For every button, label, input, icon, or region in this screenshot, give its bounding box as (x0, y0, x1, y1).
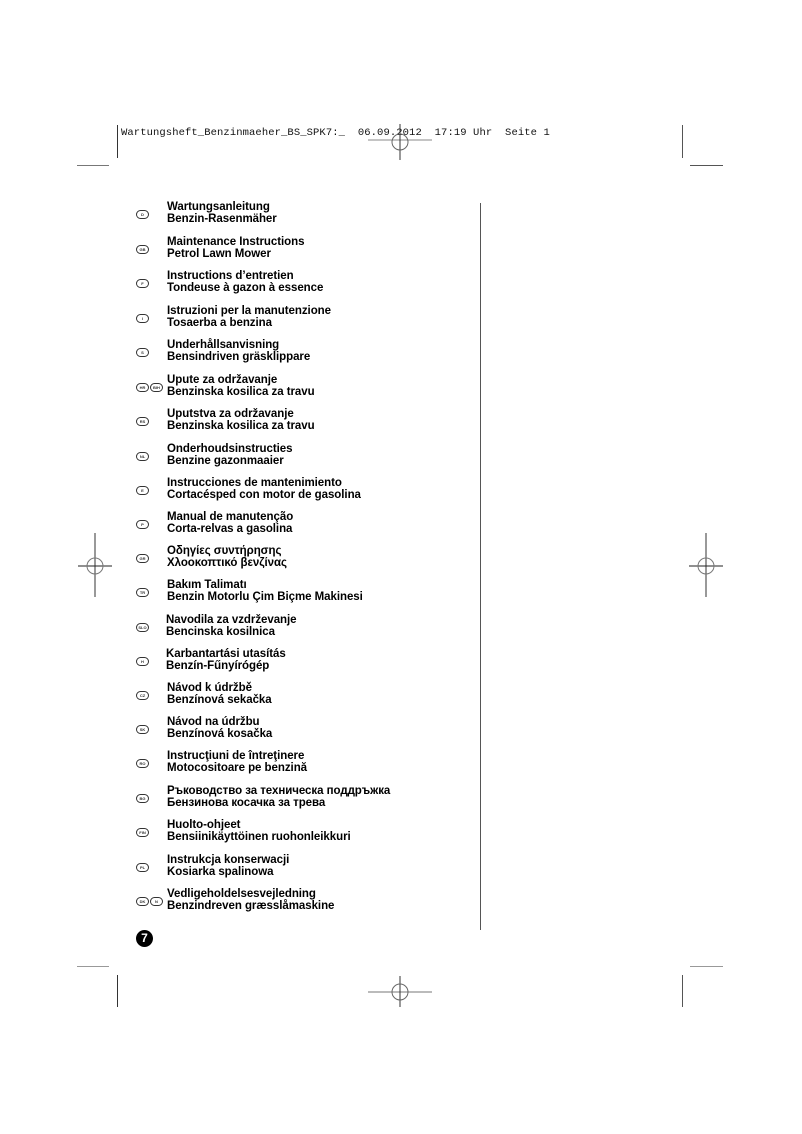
country-badge: PL (136, 863, 149, 872)
entry-subtitle: Benzinska kosilica za travu (167, 419, 315, 432)
entry-title: Uputstva za održavanje (167, 408, 294, 420)
crop-mark-top-right-horizontal (690, 165, 723, 166)
crop-mark-bottom-left-vertical (117, 975, 118, 1007)
entry-title: Istruzioni per la manutenzione (167, 305, 331, 317)
crop-mark-top-right-vertical (682, 125, 683, 158)
country-badge: HR (136, 383, 149, 392)
language-entry-d (136, 202, 466, 232)
entry-subtitle: Benzín-Fűnyírógép (166, 659, 270, 672)
entry-subtitle: Χλοοκοπτικό βενζίνας (167, 556, 287, 569)
country-badge: GR (136, 554, 149, 563)
crop-mark-bottom-right-horizontal (690, 966, 723, 967)
entry-title: Návod k údržbě (167, 682, 252, 694)
country-badge: S (136, 348, 149, 357)
crop-mark-bottom-left-horizontal (77, 966, 109, 967)
print-slug-line: Wartungsheft_Benzinmaeher_BS_SPK7:_ 06.09.2012 17:19 Uhr Seite 1 (121, 127, 550, 139)
entry-subtitle: Bencinska kosilnica (166, 625, 275, 638)
entry-title: Instructions d’entretien (167, 270, 294, 282)
entry-subtitle: Motocositoare pe benzină (167, 761, 308, 774)
entry-title: Návod na údržbu (167, 716, 260, 728)
registration-mark-top-icon (366, 120, 434, 162)
language-entry-i (136, 306, 466, 336)
language-entry-rs (136, 409, 466, 439)
language-entry-tr (136, 580, 466, 610)
entry-subtitle: Benzínová sekačka (167, 693, 272, 706)
entry-title: Navodila za vzdrževanje (166, 614, 297, 626)
entry-title: Instrukcja konserwacji (167, 854, 290, 866)
entry-subtitle: Benzin Motorlu Çim Biçme Makinesi (167, 590, 363, 603)
entry-title: Maintenance Instructions (167, 236, 305, 248)
language-entry-nl (136, 444, 466, 474)
language-entry-hr-bih (136, 375, 466, 405)
entry-subtitle: Petrol Lawn Mower (167, 247, 271, 260)
country-badge: RS (136, 417, 149, 426)
entry-subtitle: Tosaerba a benzina (167, 316, 272, 329)
entry-subtitle: Cortacésped con motor de gasolina (167, 488, 361, 501)
entry-title: Manual de manutenção (167, 511, 294, 523)
country-badge: N (150, 897, 163, 906)
language-entry-s (136, 340, 466, 370)
country-badge: SK (136, 725, 149, 734)
language-entry-f (136, 271, 466, 301)
entry-subtitle: Benzine gazonmaaier (167, 454, 284, 467)
entry-subtitle: Corta-relvas a gasolina (167, 522, 293, 535)
language-entry-cz (136, 683, 466, 713)
country-badge: GB (136, 245, 149, 254)
entry-title: Instrucţiuni de întreţinere (167, 750, 305, 762)
country-badge: TR (136, 588, 149, 597)
country-badge: CZ (136, 691, 149, 700)
entry-subtitle: Bensiinikäyttöinen ruohonleikkuri (167, 830, 351, 843)
column-divider (480, 203, 481, 930)
country-badge: SLO (136, 623, 149, 632)
language-entry-bg (136, 786, 466, 816)
entry-title: Vedligeholdelsesvejledning (167, 888, 316, 900)
entry-title: Karbantartási utasítás (166, 648, 286, 660)
country-badge: E (136, 486, 149, 495)
language-entry-dk-n (136, 889, 466, 919)
language-entry-pl (136, 855, 466, 885)
country-badge: I (136, 314, 149, 323)
entry-title: Underhållsanvisning (167, 339, 280, 351)
registration-mark-left-icon (75, 532, 115, 598)
country-badge: D (136, 210, 149, 219)
language-entry-gr (136, 546, 466, 576)
country-badge: RO (136, 759, 149, 768)
entry-title: Οδηγίες συντήρησης (167, 545, 282, 557)
entry-subtitle: Bensindriven gräsklippare (167, 350, 311, 363)
country-badge: BG (136, 794, 149, 803)
registration-mark-right-icon (686, 532, 726, 598)
entry-subtitle: Tondeuse à gazon à essence (167, 281, 324, 294)
language-entry-e (136, 478, 466, 508)
language-entry-h (136, 649, 466, 679)
language-entry-p (136, 512, 466, 542)
crop-mark-bottom-right-vertical (682, 975, 683, 1007)
country-badge: BIH (150, 383, 163, 392)
country-badge: FIN (136, 828, 149, 837)
entry-title: Onderhoudsinstructies (167, 443, 293, 455)
entry-subtitle: Benzinska kosilica za travu (167, 385, 315, 398)
language-entry-ro (136, 751, 466, 781)
country-badge: NL (136, 452, 149, 461)
entry-title: Ръководство за техническа поддръжка (167, 785, 391, 797)
country-badge: H (136, 657, 149, 666)
entry-subtitle: Benzindreven græsslåmaskine (167, 899, 335, 912)
country-badge: F (136, 279, 149, 288)
language-entry-fin (136, 820, 466, 850)
language-entry-gb (136, 237, 466, 267)
entry-title: Instrucciones de mantenimiento (167, 477, 342, 489)
entry-title: Bakım Talimatı (167, 579, 247, 591)
crop-mark-top-left-horizontal (77, 165, 109, 166)
entry-subtitle: Benzínová kosačka (167, 727, 273, 740)
crop-mark-top-left-vertical (117, 125, 118, 158)
entry-title: Huolto-ohjeet (167, 819, 241, 831)
country-badge: P (136, 520, 149, 529)
entry-title: Upute za održavanje (167, 374, 278, 386)
page-number-badge: 7 (136, 930, 153, 947)
country-badge: DK (136, 897, 149, 906)
language-entry-sk (136, 717, 466, 747)
language-entry-slo (136, 615, 466, 645)
entry-subtitle: Benzin-Rasenmäher (167, 212, 277, 225)
entry-subtitle: Бензинова косачка за трева (167, 796, 326, 809)
entry-title: Wartungsanleitung (167, 201, 270, 213)
entry-subtitle: Kosiarka spalinowa (167, 865, 274, 878)
registration-mark-bottom-icon (366, 972, 434, 1008)
